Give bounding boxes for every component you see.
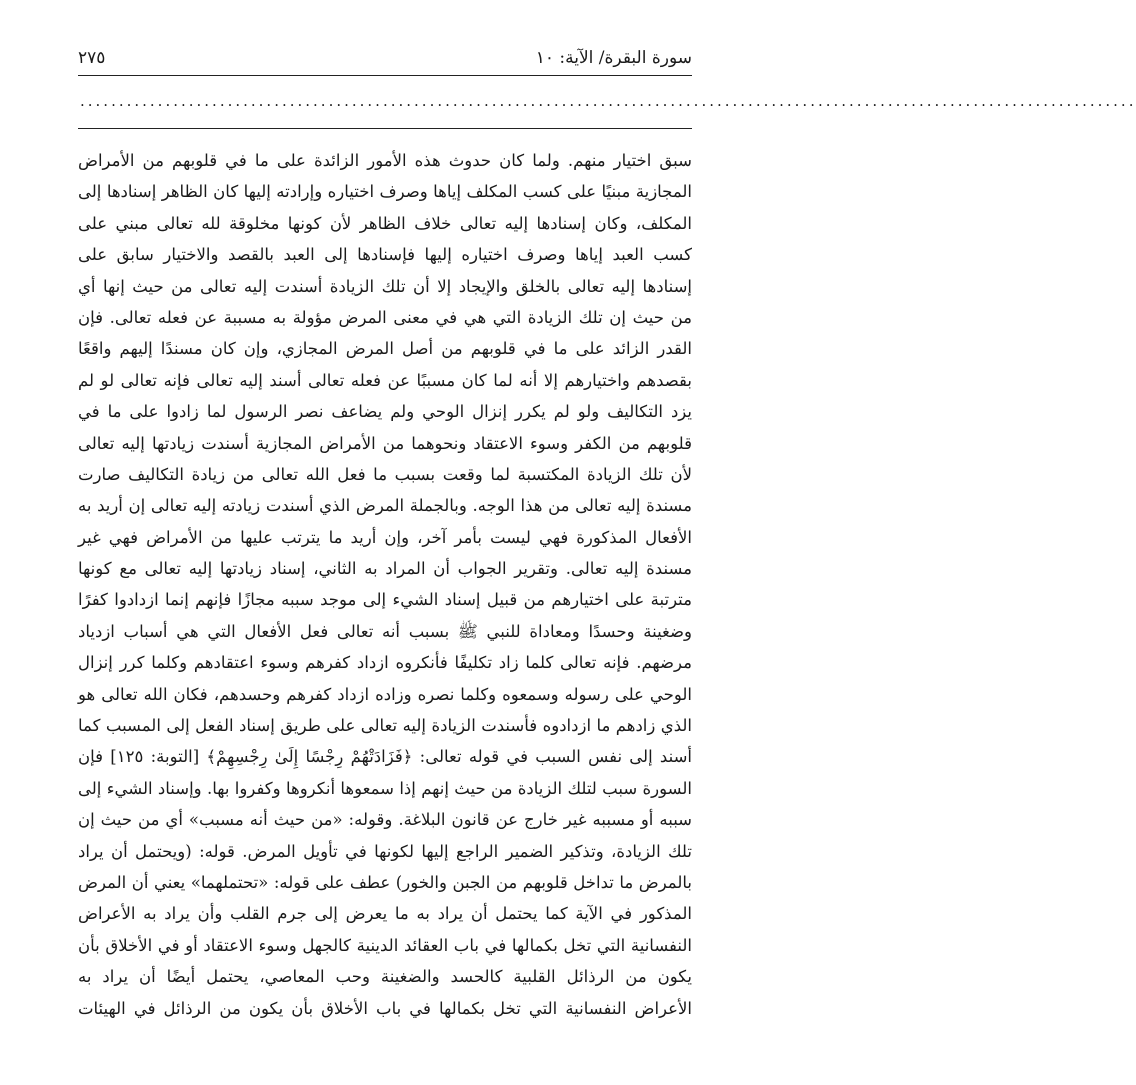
text-line: المكلف، وكان إسنادها إليه تعالى خلاف الظاهر لأن كونها مخلوقة لله تعالى مبني على bbox=[78, 213, 692, 233]
text-line: من حيث إن تلك الزيادة التي هي في معنى المرض مؤولة به مسببة عن فعله تعالى. فإن bbox=[78, 307, 692, 327]
header-title: سورة البقرة/ الآية: ١٠ bbox=[535, 48, 692, 68]
running-header bbox=[78, 48, 692, 74]
text-line: المذكور في الآية كما يحتمل أن يراد به ما يعرض إلى جرم القلب وأن يراد به الأعراض bbox=[78, 904, 692, 924]
text-line: بقصدهم واختيارهم إلا أنه لما كان مسببًا عن فعله تعالى أسند إليه تعالى فإنه تعالى لو لم bbox=[78, 370, 692, 390]
header-rule bbox=[78, 75, 692, 76]
page-number: ٢٧٥ bbox=[78, 48, 106, 68]
text-line: يزد التكاليف ولو لم يكرر إنزال الوحي ولم يضاعف نصر الرسول لما زادوا على ما في bbox=[78, 402, 692, 422]
text-line: مترتبة على اختيارهم من قبيل إسناد الشيء إلى موجد سببه مجازًا فإنهم إنما ازدادوا كفرًا bbox=[78, 590, 692, 610]
text-line: بالمرض ما تداخل قلوبهم من الجبن والخور) عطف على قوله: «تحتملهما» يعني أن المرض bbox=[78, 872, 692, 892]
text-line: مسندة إليه تعالى. وتقرير الجواب أن المراد به الثاني، إسناد زيادتها إليه تعالى مع كونها bbox=[78, 559, 692, 579]
text-line: سبق اختيار منهم. ولما كان حدوث هذه الأمور الزائدة على ما في قلوبهم من الأمراض bbox=[78, 151, 692, 170]
text-line: السورة سبب لتلك الزيادة من حيث إنهم إذا سمعوها أنكروها وكفروا بها. وإسناد الشيء إلى bbox=[78, 778, 692, 798]
text-line: المجازية مبنيًا على كسب المكلف إياها وصرف اختياره وإرادته إليها كان الظاهر إسنادها إلى bbox=[78, 182, 692, 202]
text-line: الذي زادهم ما ازدادوه فأسندت الزيادة إليه تعالى على طريق إسناد الفعل إلى المسبب كما bbox=[78, 716, 692, 736]
text-line: تلك الزيادة، وتذكير الضمير الراجع إليها لكونها في تأويل المرض. قوله: (ويحتمل أن يراد bbox=[78, 841, 692, 861]
text-line: لأن تلك الزيادة المكتسبة لما وقعت بسبب ما فعل الله تعالى من زيادة التكاليف صارت bbox=[78, 464, 692, 484]
text-line: قلوبهم من الكفر وسوء الاعتقاد ونحوهما من الأمراض المجازية أسندت زيادتها إليه تعالى bbox=[78, 433, 692, 453]
commentary-text bbox=[78, 145, 692, 1024]
dotted-separator: ........................................................................................................................................ bbox=[80, 92, 1136, 110]
text-line: مرضهم. فإنه تعالى كلما زاد تكليفًا فأنكروه ازداد كفرهم وسوء اعتقادهم وكلما كرر إنزال bbox=[78, 653, 692, 673]
text-line: كسب العبد إياها وصرف اختياره إليها فإسنادها إلى العبد بالقصد والاختيار سابق على bbox=[78, 245, 692, 265]
text-line: وضغينة وحسدًا ومعاداة للنبي ﷺ بسبب أنه تعالى فعل الأفعال التي هي أسباب ازدياد bbox=[78, 621, 693, 641]
text-line: إسنادها إليه تعالى بالخلق والإيجاد إلا أن تلك الزيادة أسندت إليه تعالى من حيث إنها أي bbox=[78, 276, 692, 296]
text-line: سببه أو مسببه غير خارج عن قانون البلاغة. وقوله: «من حيث أنه مسبب» أي من حيث إن bbox=[78, 810, 692, 830]
text-line: النفسانية التي تخل بكمالها في باب العقائد الدينية كالجهل وسوء الاعتقاد أو في الأخلاق بأن bbox=[78, 935, 692, 955]
section-rule bbox=[78, 128, 692, 129]
text-line: الأفعال المذكورة فهي ليست بأمر آخر، وإن أريد ما يترتب عليها من الأمراض فهي غير bbox=[78, 527, 692, 547]
text-line: الأعراض النفسانية التي تخل بكمالها في باب الأخلاق بأن يكون من الرذائل في الهيئات bbox=[78, 998, 692, 1018]
text-line: الوحي على رسوله وسمعوه وكلما نصره وزاده ازداد كفرهم وحسدهم، فكان الله تعالى هو bbox=[78, 684, 692, 704]
text-line: يكون من الرذائل القلبية كالحسد والضغينة وحب المعاصي، يحتمل أيضًا أن يراد به bbox=[78, 967, 692, 987]
text-line: مسندة إليه تعالى من هذا الوجه. وبالجملة المرض الذي أسندت زيادته إليه تعالى إن أريد به bbox=[78, 496, 692, 516]
text-line: أسند إلى نفس السبب في قوله تعالى: ﴿فَزَادَتْهُمْ رِجْسًا إِلَىٰ رِجْسِهِمْ﴾ [التوبة: ١٢٥] فإن bbox=[78, 747, 692, 767]
text-line: القدر الزائد على ما في قلوبهم من أصل المرض المجازي، وإن كان مسندًا إليهم واقعًا bbox=[78, 339, 692, 359]
